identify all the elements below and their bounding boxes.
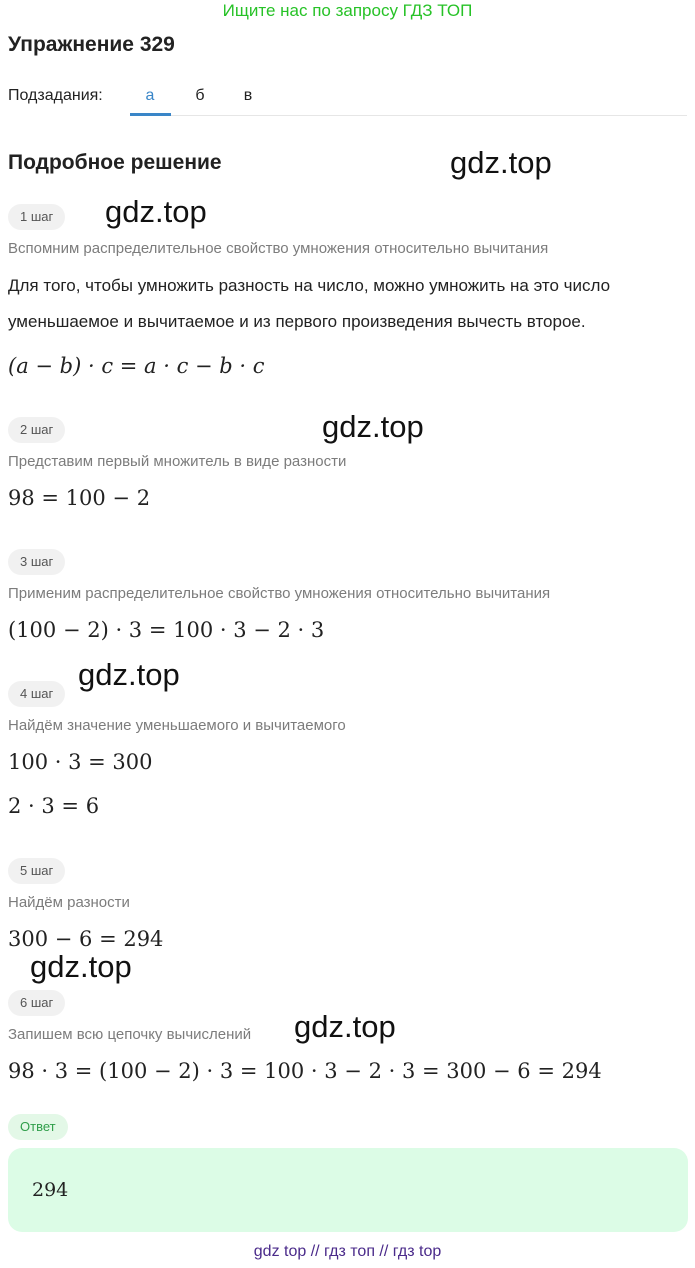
step-formula: (100 − 2) · 3 = 100 · 3 − 2 · 3	[8, 618, 325, 642]
tab-v[interactable]: в	[243, 87, 253, 104]
step-text: уменьшаемое и вычитаемое и из первого произведения вычесть второе.	[8, 312, 586, 331]
answer-value: 294	[32, 1179, 69, 1201]
step-formula: 98 · 3 = (100 − 2) · 3 = 100 · 3 − 2 · 3 = 300 − 6 = 294	[8, 1059, 602, 1083]
step-hint: Представим первый множитель в виде разности	[8, 453, 347, 470]
section-title: Подробное решение	[8, 151, 222, 174]
answer-badge: Ответ	[8, 1114, 68, 1140]
watermark: gdz.top	[322, 409, 424, 444]
tabs-divider	[130, 115, 687, 116]
page-title: Упражнение 329	[8, 33, 175, 56]
step-badge: 1 шаг	[8, 204, 65, 230]
step-hint: Вспомним распределительное свойство умножения относительно вычитания	[8, 240, 549, 257]
step-hint: Запишем всю цепочку вычислений	[8, 1026, 252, 1043]
watermark: gdz.top	[78, 657, 180, 692]
step-hint: Найдём значение уменьшаемого и вычитаемого	[8, 717, 346, 734]
step-formula: 100 · 3 = 300	[8, 750, 153, 774]
tab-b[interactable]: б	[195, 87, 205, 104]
step-badge: 6 шаг	[8, 990, 65, 1016]
step-badge: 5 шаг	[8, 858, 65, 884]
search-banner: Ищите нас по запросу ГДЗ ТОП	[222, 1, 473, 20]
step-formula: 300 − 6 = 294	[8, 927, 164, 951]
step-formula: (a − b) · c = a · c − b · c	[8, 354, 265, 378]
step-hint: Применим распределительное свойство умножения относительно вычитания	[8, 585, 551, 602]
watermark: gdz.top	[294, 1009, 396, 1044]
step-badge: 2 шаг	[8, 417, 65, 443]
step-text: Для того, чтобы умножить разность на число, можно умножить на это число	[8, 276, 611, 295]
answer-box	[8, 1148, 688, 1232]
step-hint: Найдём разности	[8, 894, 130, 911]
footer-links: gdz top // гдз топ // гдз top	[253, 1243, 442, 1260]
step-formula: 98 = 100 − 2	[8, 486, 151, 510]
watermark: gdz.top	[450, 145, 552, 180]
active-tab-indicator	[130, 113, 171, 116]
watermark: gdz.top	[30, 949, 132, 984]
subtasks-label: Подзадания:	[8, 87, 103, 104]
tab-a[interactable]: а	[145, 87, 155, 104]
step-badge: 3 шаг	[8, 549, 65, 575]
step-badge: 4 шаг	[8, 681, 65, 707]
watermark: gdz.top	[105, 194, 207, 229]
step-formula: 2 · 3 = 6	[8, 794, 100, 818]
